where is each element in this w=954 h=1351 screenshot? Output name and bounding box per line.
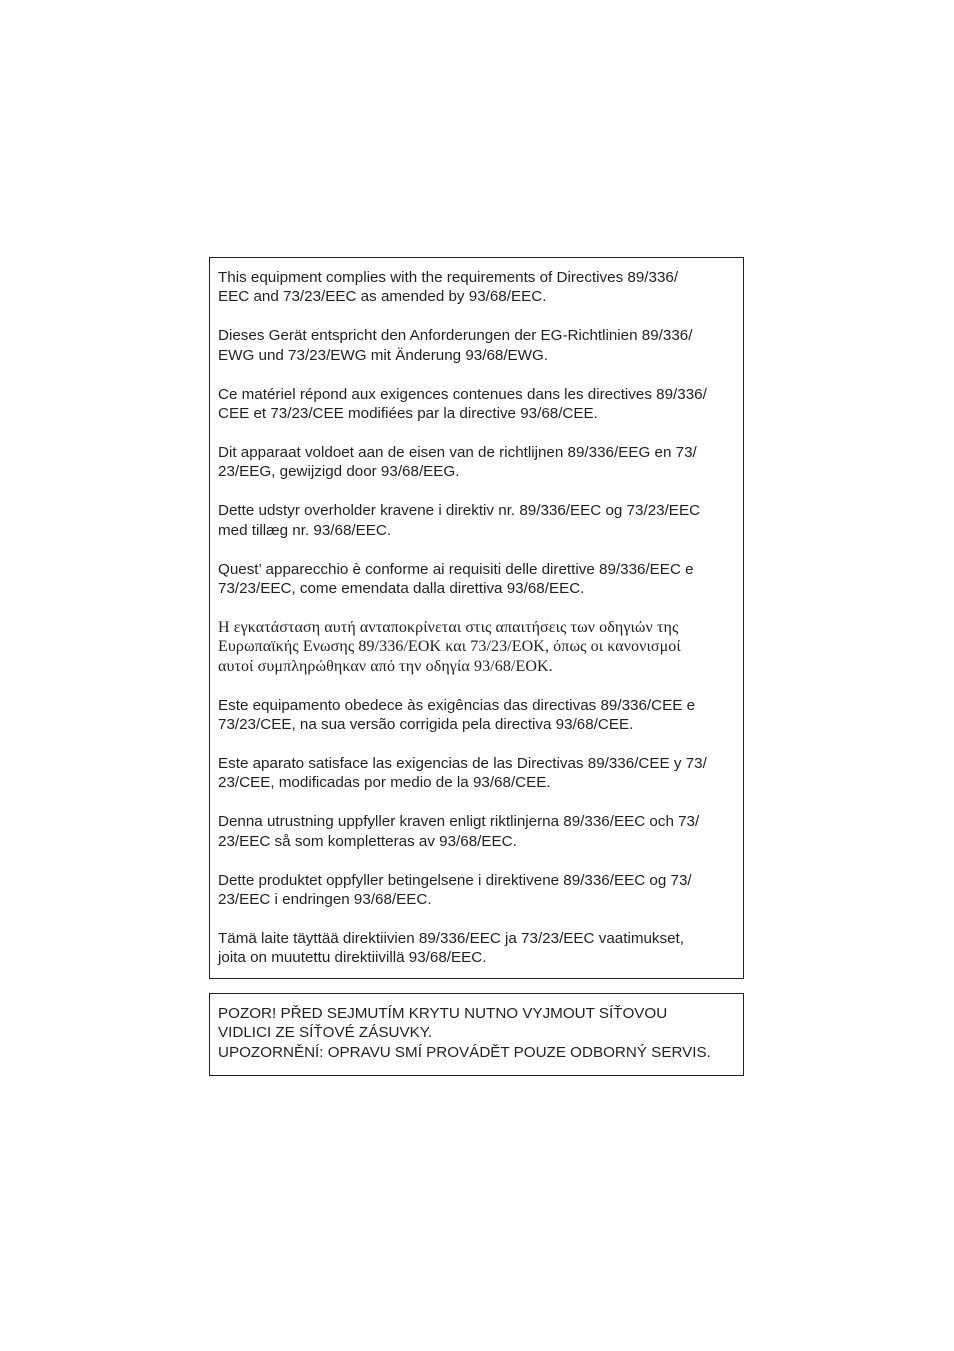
compliance-swedish: Denna utrustning uppfyller kraven enligt riktlinjerna 89/336/EEC och 73/ 23/EEC så som kompletteras av 93/68/EEC. <box>218 813 700 850</box>
compliance-spanish: Este aparato satisface las exigencias de las Directivas 89/336/CEE y 73/ 23/CEE, modificadas por medio de la 93/68/CEE. <box>218 754 707 792</box>
compliance-french: Ce matériel répond aux exigences contenues dans les directives 89/336/ CEE et 73/23/CEE modifiées par la directive 93/68/CEE. <box>218 385 707 423</box>
compliance-portuguese: Este equipamento obedece às exigências das directivas 89/336/CEE e 73/23/CEE, na sua versão corrigida pela directiva 93/68/CEE. <box>218 696 696 733</box>
compliance-danish: Dette udstyr overholder kravene i direktiv nr. 89/336/EEC og 73/23/EEC med tillæg nr. 93/68/EEC. <box>218 502 701 539</box>
compliance-statement-box <box>209 257 744 979</box>
compliance-greek: Η εγκατάσταση αυτή ανταποκρίνεται στις απαιτήσεις των οδηγιών της Ευρωπαϊκής Ενωσης 89/336/ΕΟΚ και 73/23/ΕΟΚ, όπως οι κανονισμοί αυτοί συμπληρώθηκαν από την οδηγία 93/68/ΕΟΚ. <box>218 618 681 675</box>
compliance-english: This equipment complies with the requirements of Directives 89/336/ EEC and 73/23/EEC as amended by 93/68/EEC. <box>218 269 679 306</box>
compliance-dutch: Dit apparaat voldoet aan de eisen van de richtlijnen 89/336/EEG en 73/ 23/EEG, gewijzigd door 93/68/EEG. <box>218 443 697 481</box>
czech-warning-text: POZOR! PŘED SEJMUTÍM KRYTU NUTNO VYJMOUT SÍŤOVOU VIDLICI ZE SÍŤOVÉ ZÁSUVKY. UPOZORNĚNÍ: OPRAVU SMÍ PROVÁDĚT POUZE ODBORNÝ SERVIS. <box>218 1005 711 1061</box>
compliance-italian: Quest’ apparecchio è conforme ai requisiti delle direttive 89/336/EEC e 73/23/EEC, come emendata dalla direttiva 93/68/EEC. <box>218 560 694 597</box>
compliance-german: Dieses Gerät entspricht den Anforderungen der EG-Richtlinien 89/336/ EWG und 73/23/EWG mit Änderung 93/68/EWG. <box>218 327 693 364</box>
czech-warning-box <box>209 993 744 1076</box>
compliance-finnish: Tämä laite täyttää direktiivien 89/336/EEC ja 73/23/EEC vaatimukset, joita on muutettu direktiivillä 93/68/EEC. <box>218 929 684 967</box>
compliance-norwegian: Dette produktet oppfyller betingelsene i direktivene 89/336/EEC og 73/ 23/EEC i endringen 93/68/EEC. <box>218 871 692 908</box>
